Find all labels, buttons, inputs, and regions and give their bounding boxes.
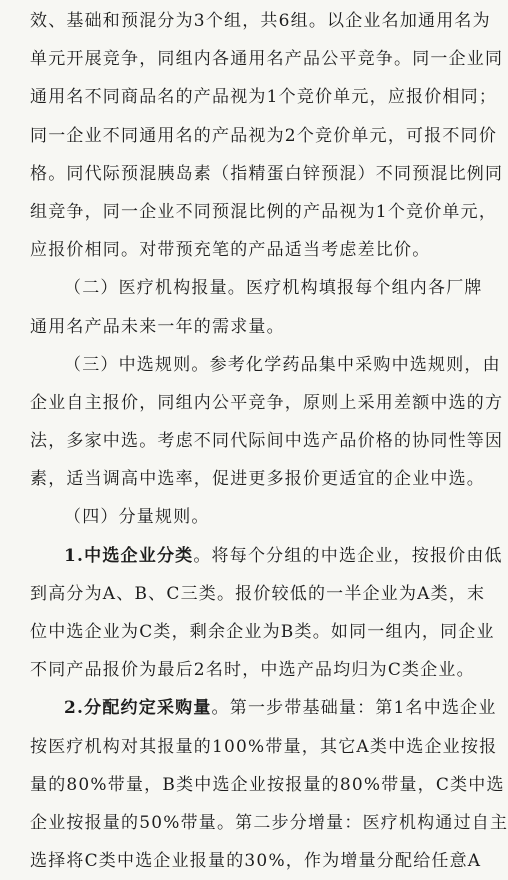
paragraph-1-line-2: 单元开展竞争，同组内各通用名产品公平竞争。同一企业同 (30, 49, 504, 70)
paragraph-1-line-1: 效、基础和预混分为3个组，共6组。以企业名加通用名为 (30, 11, 491, 31)
paragraph-6-line-1-text: 。第一步带基础量：第1名中选企业 (211, 698, 497, 719)
paragraph-2-line-2: 通用名产品未来一年的需求量。 (30, 316, 285, 337)
paragraph-6-line-5: 选择将C类中选企业报量的30%，作为增量分配给任意A (30, 851, 482, 872)
paragraph-3-line-3: 法，多家中选。考虑不同代际间中选产品价格的协同性等因 (30, 431, 504, 452)
paragraph-5-line-4: 不同产品报价为最后2名时，中选产品均归为C类企业。 (30, 660, 475, 681)
paragraph-6-line-4: 企业按报量的50%带量。第二步分增量：医疗机构通过自主 (30, 812, 508, 833)
paragraph-1-line-6: 组竞争，同一企业不同预混比例的产品视为1个竞价单元， (30, 201, 498, 222)
paragraph-6-line-3: 量的80%带量，B类中选企业按报量的80%带量，C类中选 (30, 774, 505, 795)
paragraph-6-line-2: 按医疗机构对其报量的100%带量，其它A类中选企业按报 (30, 736, 498, 757)
paragraph-4-heading: （四）分量规则。 (64, 507, 210, 528)
paragraph-5-line-2: 到高分为A、B、C三类。报价较低的一半企业为A类，末 (30, 583, 486, 604)
paragraph-1-line-7: 应报价相同。对带预充笔的产品适当考虑差比价。 (30, 240, 431, 261)
paragraph-3-line-1: （三）中选规则。参考化学药品集中采购中选规则，由 (64, 354, 501, 375)
paragraph-6-line-1 (30, 689, 497, 727)
paragraph-1-line-3: 通用名不同商品名的产品视为1个竞价单元，应报价相同； (30, 87, 498, 108)
paragraph-5-line-3: 位中选企业为C类，剩余企业为B类。如同一组内，同企业 (30, 622, 495, 642)
paragraph-3-line-4: 素，适当调高中选率，促进更多报价更适宜的企业中选。 (30, 469, 485, 490)
paragraph-6-title: 2.分配约定采购量 (64, 698, 212, 719)
paragraph-5-line-1 (30, 537, 503, 575)
paragraph-2-line-1: （二）医疗机构报量。医疗机构填报每个组内各厂牌 (64, 278, 483, 299)
paragraph-5-line-1-text: 。将每个分组的中选企业，按报价由低 (193, 545, 503, 566)
paragraph-5-title: 1.中选企业分类 (64, 545, 194, 566)
paragraph-1-line-5: 格。同代际预混胰岛素（指精蛋白锌预混）不同预混比例同 (30, 163, 504, 184)
paragraph-3-line-2: 企业自主报价，同组内公平竞争，原则上采用差额中选的方 (30, 392, 504, 413)
paragraph-1-line-4: 同一企业不同通用名的产品视为2个竞价单元，可报不同价 (30, 125, 498, 146)
